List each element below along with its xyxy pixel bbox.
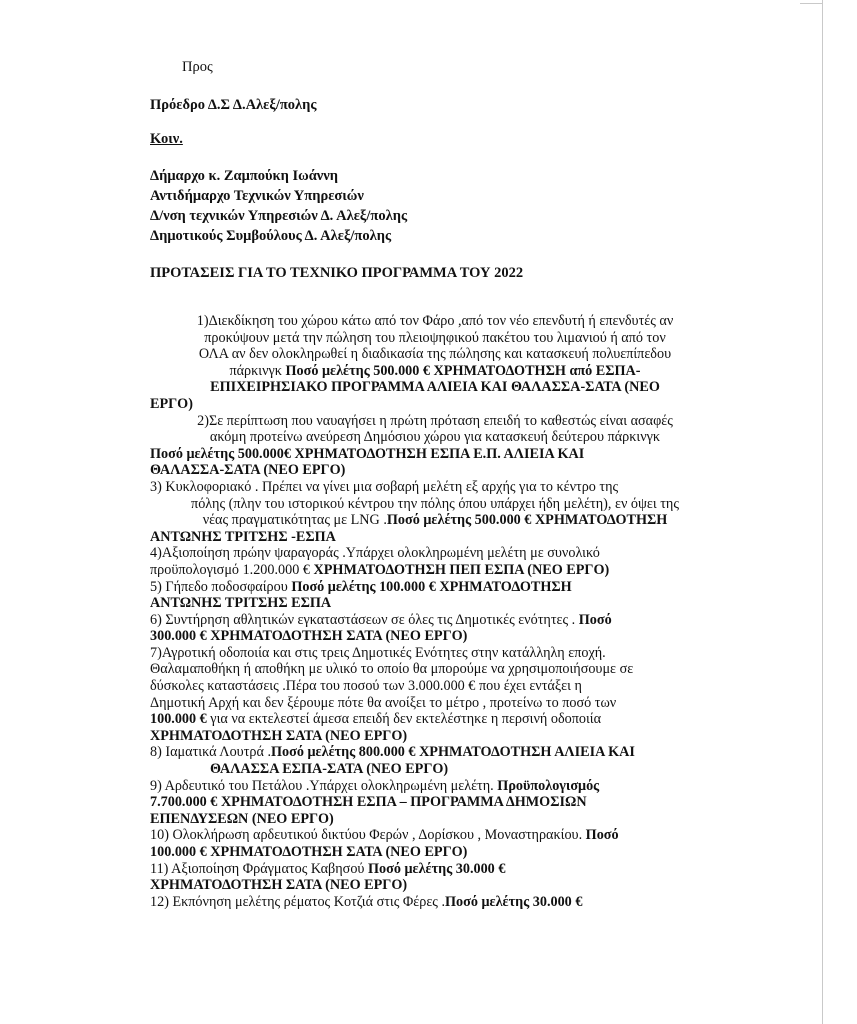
proposal-9-line-1	[150, 778, 720, 795]
proposal-7-text: για να εκτελεστεί άμεσα επειδή δεν εκτελέστηκε η περσινή οδοποιία	[206, 711, 602, 728]
proposal-5-funding: Ποσό μελέτης 100.000 € ΧΡΗΜΑΤΟΔΟΤΗΣΗ	[291, 578, 572, 595]
to-label: Προς	[182, 59, 213, 75]
proposal-4-funding: ΧΡΗΜΑΤΟΔΟΤΗΣΗ ΠΕΠ ΕΣΠΑ (ΝΕΟ ΕΡΓΟ)	[313, 561, 610, 578]
proposal-6-line-1	[150, 612, 720, 629]
proposal-8-text: 8) Ιαματικά Λουτρά .	[150, 744, 272, 761]
proposal-6-line-2: 300.000 € ΧΡΗΜΑΤΟΔΟΤΗΣΗ ΣΑΤΑ (ΝΕΟ ΕΡΓΟ)	[150, 628, 468, 645]
proposal-10-text: 10) Ολοκλήρωση αρδευτικού δικτύου Φερών , Δορίσκου , Μοναστηρακίου.	[150, 827, 586, 844]
proposal-1-line-6: ΕΡΓΟ)	[150, 395, 193, 412]
proposal-1-line-4	[150, 363, 720, 380]
proposal-10-line-1	[150, 827, 720, 844]
proposal-3-line-1: 3) Κυκλοφοριακό . Πρέπει να γίνει μια σοβαρή μελέτη εξ αρχής για το κέντρο της	[150, 478, 619, 495]
proposal-item-11	[150, 861, 720, 894]
proposal-2-line-3: Ποσό μελέτης 500.000€ ΧΡΗΜΑΤΟΔΟΤΗΣΗ ΕΣΠΑ Ε.Π. ΑΛΙΕΙΑ ΚΑΙ	[150, 445, 585, 462]
proposal-9-budget-label: Προϋπολογισμός	[497, 777, 600, 794]
proposal-item-6	[150, 612, 720, 645]
proposal-10-line-2: 100.000 € ΧΡΗΜΑΤΟΔΟΤΗΣΗ ΣΑΤΑ (ΝΕΟ ΕΡΓΟ)	[150, 844, 468, 860]
proposal-2-line-2: ακόμη προτείνω ανεύρεση Δημόσιου χώρου για κατασκευή δεύτερου πάρκινγκ	[209, 429, 661, 446]
proposal-7-line-1: 7)Αγροτική οδοποιία και στις τρεις Δημοτικές Ενότητες στην κατάλληλη εποχή.	[150, 644, 606, 661]
proposal-6-text: 6) Συντήρηση αθλητικών εγκαταστάσεων σε όλες τις Δημοτικές ενότητες .	[150, 611, 579, 628]
proposal-1-text: πάρκινγκ	[229, 362, 286, 379]
proposal-7-line-6: ΧΡΗΜΑΤΟΔΟΤΗΣΗ ΣΑΤΑ (ΝΕΟ ΕΡΓΟ)	[150, 727, 408, 744]
proposals-list	[150, 313, 720, 910]
page-corner-line	[800, 3, 822, 4]
proposal-item-12	[150, 894, 720, 911]
proposal-item-4	[150, 545, 720, 578]
proposal-5-text: 5) Γήπεδο ποδοσφαίρου	[150, 578, 292, 595]
proposal-item-7	[150, 645, 720, 745]
proposal-1-line-1: 1)Διεκδίκηση του χώρου κάτω από τον Φάρο ,από τον νέο επενδυτή ή επενδυτές αν	[196, 313, 674, 329]
page-edge-line	[822, 0, 823, 1024]
proposal-12-text: 12) Εκπόνηση μελέτης ρέματος Κοτζιά στις Φέρες .	[150, 893, 445, 910]
proposal-5-line-2: ΑΝΤΩΝΗΣ ΤΡΙΤΣΗΣ ΕΣΠΑ	[150, 595, 332, 612]
proposal-item-2	[150, 413, 720, 479]
proposal-11-amount: Ποσό μελέτης 30.000 €	[368, 860, 506, 877]
proposal-item-8	[150, 744, 720, 777]
proposal-3-line-2: πόλης (πλην του ιστορικού κέντρου την πόλης όπου υπάρχει ήδη μελέτη), εν όψει της	[191, 495, 679, 512]
proposal-9-line-3: ΕΠΕΝΔΥΣΕΩΝ (ΝΕΟ ΕΡΓΟ)	[150, 810, 334, 827]
proposal-3-line-4: ΑΝΤΩΝΗΣ ΤΡΙΤΣΗΣ -ΕΣΠΑ	[150, 528, 336, 545]
proposal-11-text: 11) Αξιοποίηση Φράγματος Καβησού	[150, 860, 368, 877]
cc-recipient-mayor: Δήμαρχο κ. Ζαμπούκη Ιωάννη	[150, 168, 338, 184]
proposal-7-amount: 100.000 €	[150, 711, 207, 728]
proposal-2-line-1: 2)Σε περίπτωση που ναυαγήσει η πρώτη πρόταση επειδή το καθεστώς είναι ασαφές	[197, 412, 673, 429]
proposal-item-10	[150, 827, 720, 860]
document-title: ΠΡΟΤΑΣΕΙΣ ΓΙΑ ΤΟ ΤΕΧΝΙΚΟ ΠΡΟΓΡΑΜΜΑ ΤΟΥ 2022	[150, 265, 524, 281]
proposal-12-line-1	[150, 894, 720, 911]
proposal-8-line-2: ΘΑΛΑΣΣΑ ΕΣΠΑ-ΣΑΤΑ (ΝΕΟ ΕΡΓΟ)	[210, 761, 449, 778]
proposal-item-9	[150, 778, 720, 828]
proposal-item-1	[150, 313, 720, 413]
proposal-7-line-5	[150, 711, 720, 728]
proposal-2-line-4: ΘΑΛΑΣΣΑ-ΣΑΤΑ (ΝΕΟ ΕΡΓΟ)	[150, 462, 346, 479]
cc-label: Κοιν.	[150, 131, 183, 147]
proposal-11-line-2: ΧΡΗΜΑΤΟΔΟΤΗΣΗ ΣΑΤΑ (ΝΕΟ ΕΡΓΟ)	[150, 877, 408, 894]
proposal-6-amount-label: Ποσό	[578, 611, 612, 628]
proposal-3-text: νέας πραγματικότητας με LNG .	[202, 512, 387, 529]
proposal-3-line-3	[150, 512, 720, 529]
proposal-5-line-1	[150, 579, 720, 596]
proposal-7-line-3: δύσκολες καταστάσεις .Πέρα του ποσού των 3.000.000 € που έχει εντάξει η	[150, 678, 582, 695]
proposal-item-5	[150, 579, 720, 612]
proposal-7-line-2: Θαλαμαποθήκη ή αποθήκη με υλικό το οποίο θα μπορούμε να χρησιμοποιήσουμε σε	[150, 661, 634, 678]
proposal-9-text: 9) Αρδευτικό του Πετάλου .Υπάρχει ολοκληρωμένη μελέτη.	[150, 777, 498, 794]
proposal-1-line-5: ΕΠΙΧΕΙΡΗΣΙΑΚΟ ΠΡΟΓΡΑΜΜΑ ΑΛΙΕΙΑ ΚΑΙ ΘΑΛΑΣΣΑ-ΣΑΤΑ (ΝΕΟ	[210, 379, 660, 396]
proposal-9-line-2: 7.700.000 € ΧΡΗΜΑΤΟΔΟΤΗΣΗ ΕΣΠΑ – ΠΡΟΓΡΑΜΜΑ ΔΗΜΟΣΙΩΝ	[150, 794, 587, 811]
proposal-1-line-2: προκύψουν μετά την πώληση του πλειοψηφικού πακέτου του λιμανιού ή από τον	[204, 329, 666, 346]
proposal-12-amount: Ποσό μελέτης 30.000 €	[445, 893, 583, 910]
proposal-8-line-1	[150, 744, 720, 761]
proposal-11-line-1	[150, 861, 720, 878]
recipient-line: Πρόεδρο Δ.Σ Δ.Αλεξ/πολης	[150, 97, 317, 113]
proposal-1-line-3: ΟΛΑ αν δεν ολοκληρωθεί η διαδικασία της πώλησης και κατασκευή πολυεπίπεδου	[198, 346, 672, 363]
cc-recipient-deputy-mayor: Αντιδήμαρχο Τεχνικών Υπηρεσιών	[150, 188, 364, 204]
proposal-3-funding: Ποσό μελέτης 500.000 € ΧΡΗΜΑΤΟΔΟΤΗΣΗ	[386, 512, 668, 529]
proposal-item-3	[150, 479, 720, 545]
proposal-1-funding: Ποσό μελέτης 500.000 € ΧΡΗΜΑΤΟΔΟΤΗΣΗ από ΕΣΠΑ-	[285, 362, 641, 379]
cc-recipient-technical-dept: Δ/νση τεχνικών Υπηρεσιών Δ. Αλεξ/πολης	[150, 208, 408, 224]
proposal-8-funding: Ποσό μελέτης 800.000 € ΧΡΗΜΑΤΟΔΟΤΗΣΗ ΑΛΙΕΙΑ ΚΑΙ	[271, 744, 635, 761]
proposal-4-line-2	[150, 562, 720, 579]
proposal-7-line-4: Δημοτική Αρχή και δεν ξέρουμε πότε θα ανοίξει το μέτρο , προτείνω το ποσό των	[150, 694, 617, 711]
proposal-10-amount-label: Ποσό	[585, 827, 619, 844]
proposal-4-text: προϋπολογισμό 1.200.000 €	[150, 561, 314, 578]
proposal-4-line-1: 4)Αξιοποίηση πρώην ψαραγοράς .Υπάρχει ολοκληρωμένη μελέτη με συνολικό	[150, 545, 600, 562]
cc-recipient-councillors: Δημοτικούς Συμβούλους Δ. Αλεξ/πολης	[150, 228, 392, 244]
